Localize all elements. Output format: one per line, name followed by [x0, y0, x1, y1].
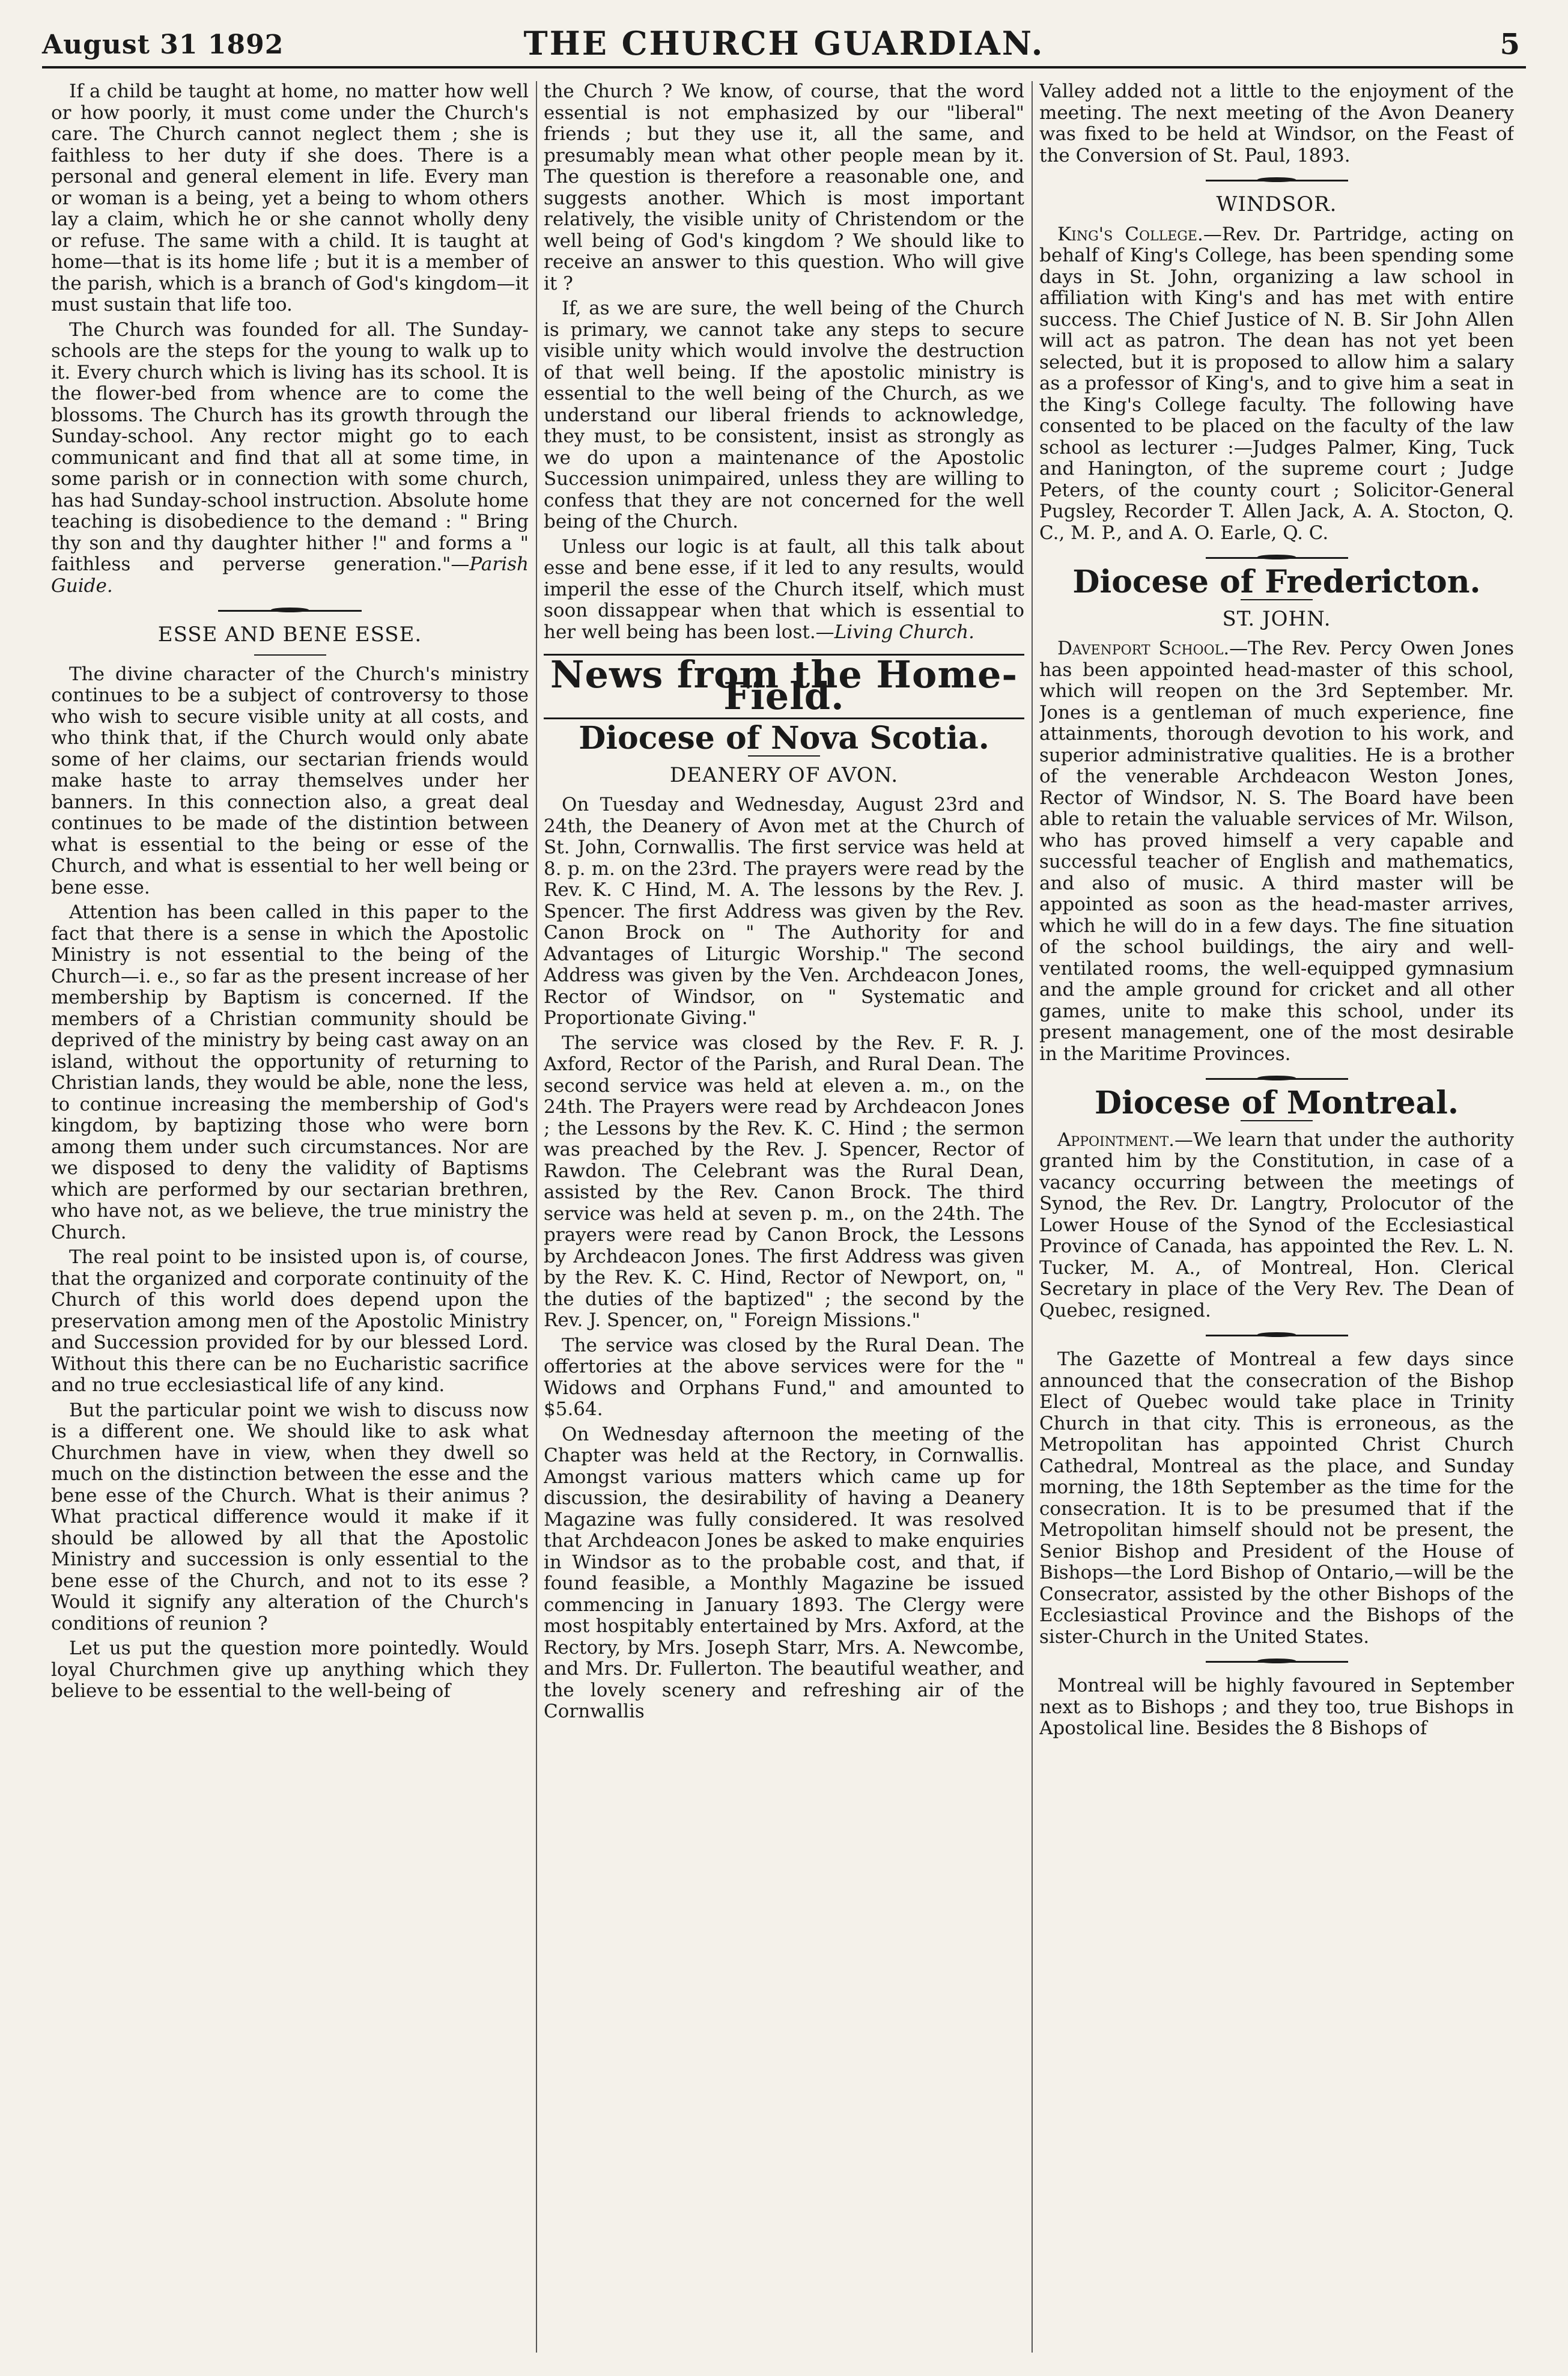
section-divider: [1039, 176, 1514, 184]
article-paragraph: [1039, 1130, 1514, 1322]
article-paragraph: But the particular point we wish to discuss now is a different one. We should like to ask what Churchmen have in view, when they dwell so much on the distinction between the esse and the bene esse of the Church. What is their animus ? What practical difference would it make if it should be allowed by all that the Apostolic Ministry and succession is only essential to the bene esse of the Church, and not to its esse ? Would it signify any alteration of the Church's conditions of reunion ?: [51, 1399, 529, 1634]
paragraph-text: —The Rev. Percy Owen Jones has been appointed head-master of this school, which will reopen on the 3rd September. Mr. Jones is a gentleman of much experience, fine attainments, thorough devotion to his work, and superior administrative qualities. He is a brother of the venerable Archdeacon Weston Jones, Rector of Windsor, N. S. The Board have been able to retain the valuable services of Mr. Wilson, who has proved himself a very capable and successful teacher of English and mathematics, and also of music. A third master will be appointed as soon as the head-master arrives, which he will do in a few days. The fine situation of the school buildings, the airy and well-ventilated rooms, the well-equipped gymnasium and the ample ground for cricket and all other games, unite to make this school, under its present management, one of the most desirable in the Maritime Provinces.: [1039, 638, 1514, 1065]
column-rule: [536, 81, 537, 2353]
section-divider: [1039, 553, 1514, 562]
section-divider: [1039, 1331, 1514, 1339]
paragraph-lead: Davenport School.: [1057, 638, 1230, 659]
stjohn-heading: ST. JOHN.: [1222, 606, 1331, 631]
article-paragraph: The divine character of the Church's ministry continues to be a subject of controversy to those who wish to secure visible unity at all costs, and who think that, if the Church would only abate some of her claims, our sectarian friends would make haste to array themselves under her banners. In this connection also, a great deal continues to be made of the distintion between what is essential to the being or esse of the Church, and what is essential to her well being or bene esse.: [51, 663, 529, 898]
paragraph-lead: Appointment.: [1057, 1129, 1175, 1151]
paragraph-lead: King's College.: [1057, 223, 1203, 245]
issue-date: August 31 1892: [42, 29, 284, 60]
article-paragraph: If a child be taught at home, no matter how well or how poorly, it must come under the Church's care. The Church cannot neglect them ; she is faithless to her duty if she does. There is a personal and general element in life. Every man or woman is a being, yet a being to whom others lay a claim, which he or she cannot wholly deny or refuse. The same with a child. It is taught at home—that is its home life ; but it is a member of the parish, which is a branch of God's kingdom—it must sustain that life too.: [51, 81, 529, 315]
article-paragraph: Attention has been called in this paper to the fact that there is a sense in which the Apostolic Ministry is not essential to the being of the Church—i. e., so far as the present increase of her membership by Baptism is concerned. If the members of a Christian community should be deprived of the ministry by being cast away on an island, without the opportunity of returning to Christian lands, they would be able, none the less, to continue increasing the membership of God's kingdom, by baptizing those who were born among them under such circumstances. Nor are we disposed to deny the validity of Baptisms which are performed by our sectarian brethren, who have not, as we believe, the true ministry the Church.: [51, 901, 529, 1243]
article-paragraph: Valley added not a little to the enjoyment of the meeting. The next meeting of the Avon Deanery was fixed to be held at Windsor, on the Feast of the Conversion of St. Paul, 1893.: [1039, 81, 1514, 166]
article-source: Living Church.: [834, 621, 974, 643]
article-source: Parish Guide.: [51, 553, 529, 597]
article-paragraph: The service was closed by the Rev. F. R. J. Axford, Rector of the Parish, and Rural Dean. The second service was held at eleven a. m., on the 24th. The Prayers were read by Archdeacon Jones ; the Lessons by the Rev. K. C. Hind ; the sermon was preached by the Rev. J. Spencer, Rector of Rawdon. The Celebrant was the Rural Dean, assisted by the Rev. Canon Brock. The third service was held at seven p. m., on the 24th. The prayers were read by Canon Brock, the Lessons by Archdeacon Jones. The first Address was given by the Rev. K. C. Hind, Rector of Newport, on, " the duties of the baptized" ; the second by the Rev. J. Spencer, on, " Foreign Missions.": [544, 1032, 1024, 1331]
paragraph-text: The Church was founded for all. The Sunday-schools are the steps for the young to walk up to it. Every church which is living has its school. It is the flower-bed from whence are to come the blossoms. The Church has its growth through the Sunday-school. Any rector might go to each communicant and find that all at some time, in some parish or in connection with some church, has had Sunday-school instruction. Absolute home teaching is disobedience to the demand : " Bring thy son and thy daughter hither !" and forms a " faithless and perverse generation."—: [51, 318, 529, 575]
column-1: [51, 81, 529, 2353]
diocese-heading: Diocese of Montreal.: [1095, 1085, 1459, 1121]
article-paragraph: [51, 320, 529, 597]
article-paragraph: Montreal will be highly favoured in September next as to Bishops ; and they too, true Bishops in Apostolical line. Besides the 8 Bishops of: [1039, 1675, 1514, 1739]
deanery-heading: DEANERY OF AVON.: [669, 763, 899, 787]
section-divider: [1039, 1074, 1514, 1083]
page-number: 5: [1500, 28, 1520, 61]
article-paragraph: On Wednesday afternoon the meeting of the Chapter was held at the Rectory, in Cornwallis. Amongst various matters which came up for discussion, the desirability of having a Deanery Magazine was fully considered. It was resolved that Archdeacon Jones be asked to make enquiries in Windsor as to the probable cost, and that, if found feasible, a Monthly Magazine be issued commencing in January 1893. The Clergy were most hospitably entertained by Mrs. Axford, at the Rectory, by Mrs. Joseph Starr, Mrs. A. Newcombe, and Mrs. Dr. Fullerton. The beautiful weather, and the lovely scenery and refreshing air of the Cornwallis: [544, 1423, 1024, 1722]
column-2: [544, 81, 1024, 2353]
diocese-heading: Diocese of Fredericton.: [1072, 564, 1481, 600]
article-paragraph: [1039, 224, 1514, 544]
column-rule: [1032, 81, 1033, 2353]
article-paragraph: Let us put the question more pointedly. Would loyal Churchmen give up anything which they believe to be essential to the well-being of: [51, 1637, 529, 1702]
diocese-heading: Diocese of Nova Scotia.: [579, 720, 989, 757]
article-paragraph: The Gazette of Montreal a few days since announced that the consecration of the Bishop Elect of Quebec would take place in Trinity Church in that city. This is erroneous, as the Metropolitan has appointed Christ Church Cathedral, Montreal as the place, and Sunday morning, the 18th September as the time for the consecration. It is to be presumed that if the Metropolitan himself should not be present, the Senior Bishop and President of the House of Bishops—the Lord Bishop of Ontario,—will be the Consecrator, assisted by the other Bishops of the Ecclesiastical Province and the Bishops of the sister-Church in the United States.: [1039, 1348, 1514, 1648]
masthead: [42, 12, 1526, 69]
article-paragraph: [544, 537, 1024, 644]
section-divider: [51, 606, 529, 615]
paragraph-text: Unless our logic is at fault, all this talk about esse and bene esse, if it led to any results, would imperil the esse of the Church itself, which must soon dissappear when that which is essential to her well being has been lost.—: [544, 535, 1024, 643]
article-paragraph: [1039, 638, 1514, 1065]
article-paragraph: On Tuesday and Wednesday, August 23rd and 24th, the Deanery of Avon met at the Church of St. John, Cornwallis. The first service was held at 8. p. m. on the 23rd. The prayers were read by the Rev. K. C Hind, M. A. The lessons by the Rev. J. Spencer. The first Address was given by the Rev. Canon Brock on " The Authority for and Advantages of Liturgic Worship." The second Address was given by the Ven. Archdeacon Jones, Rector of Windsor, on " Systematic and Proportionate Giving.": [544, 794, 1024, 1029]
article-paragraph: If, as we are sure, the well being of the Church is primary, we cannot take any steps to secure visible unity which would involve the destruction of that well being. If the apostolic ministry is essential to the well being of the Church, as we understand our liberal friends to acknowledge, they must, to be consistent, insist as strongly as we do upon a maintenance of the Apostolic Succession unimpaired, unless they are willing to confess that they are not concerned for the well being of the Church.: [544, 297, 1024, 532]
article-paragraph: The real point to be insisted upon is, of course, that the organized and corporate continuity of the Church of this world does depend upon the preservation among men of the Apostolic Ministry and Succession provided for by our blessed Lord. Without this there can be no Eucharistic sacrifice and no true ecclesiastical life of any kind.: [51, 1246, 529, 1396]
article-paragraph: The service was closed by the Rural Dean. The offertories at the above services were for the " Widows and Orphans Fund," and amounted to $5.64.: [544, 1334, 1024, 1420]
paragraph-text: —We learn that under the authority granted him by the Constitution, in case of a vacancy occurring between the meetings of Synod, the Rev. Dr. Langtry, Prolocutor of the Lower House of the Synod of the Ecclesiastical Province of Canada, has appointed the Rev. L. N. Tucker, M. A., of Montreal, Hon. Clerical Secretary in place of the Very Rev. The Dean of Quebec, resigned.: [1039, 1129, 1514, 1321]
article-paragraph: the Church ? We know, of course, that the word essential is not emphasized by our "liberal" friends ; but they use it, all the same, and presumably mean what other people mean by it. The question is therefore a reasonable one, and suggests another. Which is most important relatively, the visible unity of Christendom or the well being of God's kingdom ? We should like to receive an answer to this question. Who will give it ?: [544, 81, 1024, 294]
news-section-heading: News from the Home-Field.: [550, 653, 1018, 718]
heading-rule: [254, 654, 326, 656]
windsor-heading: WINDSOR.: [1216, 192, 1337, 216]
section-divider: [1039, 1657, 1514, 1666]
article-heading: ESSE AND BENE ESSE.: [157, 623, 422, 647]
paragraph-text: —Rev. Dr. Partridge, acting on behalf of King's College, has been spending some days in St. John, organizing a law school in affiliation with King's and has met with entire success. The Chief Justice of N. B. Sir John Allen will act as patron. The dean has not yet been selected, but it is proposed to allow him a salary as a professor of King's, and to give him a seat in the King's College faculty. The following have consented to be placed on the faculty of the law school as lecturer :—Judges Palmer, King, Tuck and Hanington, of the supreme court ; Judge Peters, of the county court ; Solicitor-General Pugsley, Recorder T. Allen Jack, A. A. Stocton, Q. C., M. P., and A. O. Earle, Q. C.: [1039, 223, 1514, 544]
newspaper-title: THE CHURCH GUARDIAN.: [523, 24, 1045, 62]
column-3: [1039, 81, 1514, 2353]
